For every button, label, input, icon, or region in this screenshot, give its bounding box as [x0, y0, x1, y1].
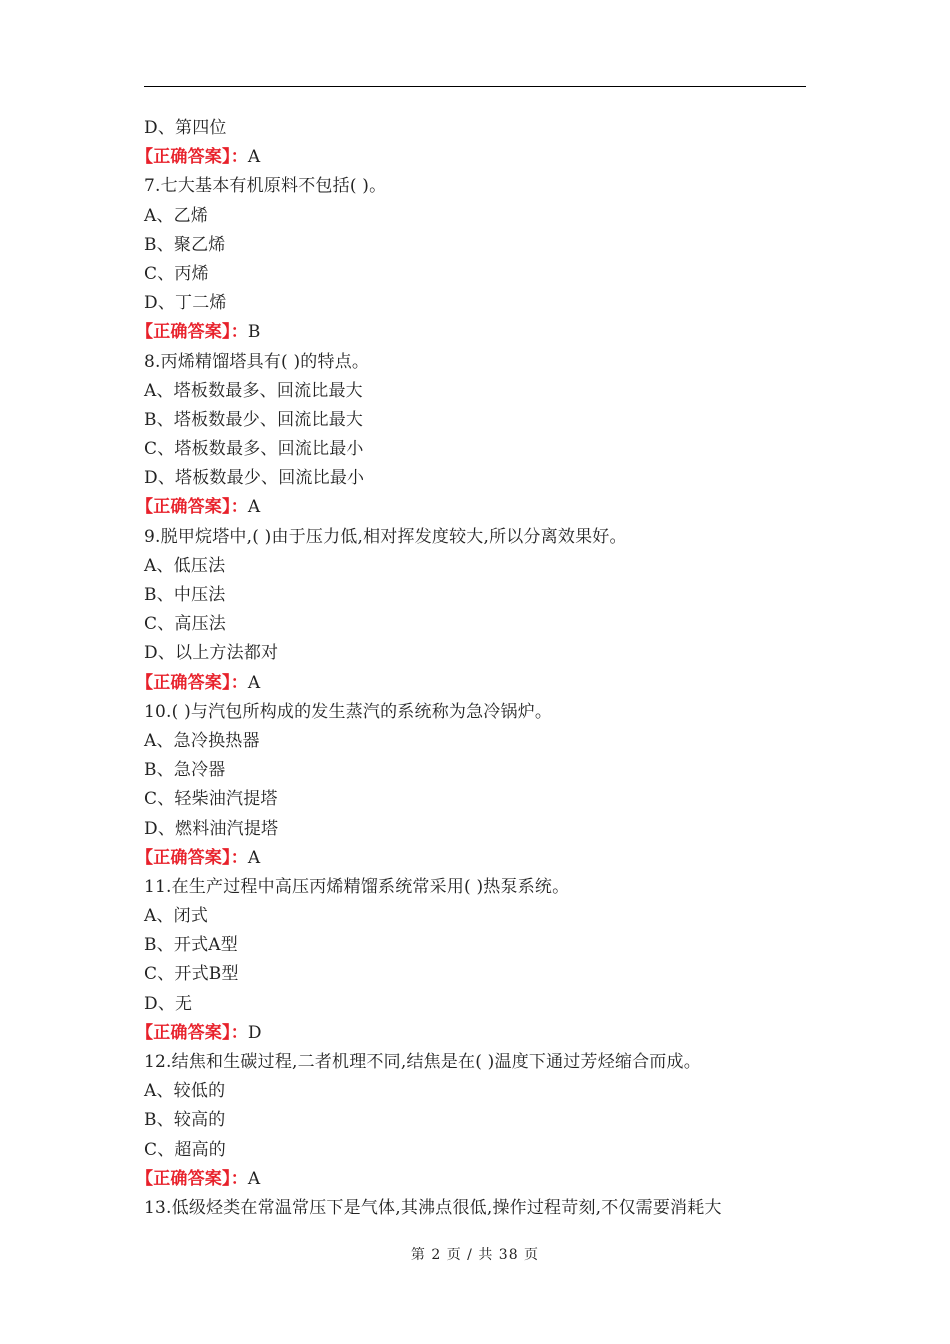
question-text: 8.丙烯精馏塔具有( )的特点。	[144, 351, 370, 372]
option-text: B、聚乙烯	[144, 234, 226, 255]
option-text: A、急冷换热器	[144, 730, 260, 751]
question-text: 7.七大基本有机原料不包括( )。	[144, 176, 387, 197]
option-text: A、塔板数最多、回流比最大	[144, 380, 363, 401]
answer-line	[136, 1019, 806, 1048]
header-rule	[144, 86, 806, 87]
option-text: D、塔板数最少、回流比最小	[144, 468, 365, 489]
answer-value: A	[247, 147, 261, 168]
option-text: C、轻柴油汽提塔	[144, 789, 278, 810]
option-text: B、较高的	[144, 1110, 226, 1131]
answer-label: 【正确答案】：	[136, 672, 248, 693]
question-text: 11.在生产过程中高压丙烯精馏系统常采用( )热泵系统。	[144, 876, 570, 897]
question-text: 13.低级烃类在常温常压下是气体,其沸点很低,操作过程苛刻,不仅需要消耗大	[144, 1197, 722, 1218]
answer-label: 【正确答案】：	[136, 1022, 248, 1043]
option-text: D、无	[144, 993, 193, 1014]
answer-line	[136, 669, 806, 698]
answer-line	[136, 143, 806, 172]
answer-line	[136, 1165, 806, 1194]
answer-label: 【正确答案】：	[136, 322, 248, 343]
answer-value: A	[247, 847, 261, 868]
answer-label: 【正确答案】：	[136, 1168, 248, 1189]
answer-value: D	[247, 1022, 262, 1043]
option-text: B、塔板数最少、回流比最大	[144, 409, 364, 430]
option-text: D、第四位	[144, 118, 227, 138]
option-text: A、较低的	[144, 1081, 226, 1102]
question-text: 9.脱甲烷塔中,( )由于压力低,相对挥发度较大,所以分离效果好。	[144, 526, 627, 547]
option-text: B、急冷器	[144, 760, 226, 781]
option-text: A、低压法	[144, 555, 226, 576]
option-text: C、超高的	[144, 1139, 227, 1160]
question-text: 10.( )与汽包所构成的发生蒸汽的系统称为急冷锅炉。	[144, 701, 553, 722]
answer-value: B	[247, 322, 261, 343]
answer-value: A	[247, 1168, 261, 1189]
answer-label: 【正确答案】：	[136, 147, 248, 168]
question-text: 12.结焦和生碳过程,二者机理不同,结焦是在( )温度下通过芳烃缩合而成。	[144, 1052, 701, 1072]
option-text: C、高压法	[144, 614, 227, 635]
option-text: A、闭式	[144, 906, 209, 927]
option-text: B、中压法	[144, 585, 226, 605]
answer-label: 【正确答案】：	[136, 847, 248, 868]
answer-line	[136, 844, 806, 873]
answer-value: A	[247, 497, 261, 518]
option-text: A、乙烯	[144, 205, 209, 226]
option-text: D、燃料油汽提塔	[144, 818, 279, 839]
option-text: C、开式B型	[144, 964, 239, 985]
answer-line	[136, 493, 806, 522]
option-text: D、以上方法都对	[144, 643, 279, 664]
option-text: B、开式A型	[144, 935, 238, 956]
option-text: D、丁二烯	[144, 293, 227, 314]
document-body	[136, 114, 806, 1223]
option-text: C、丙烯	[144, 263, 209, 284]
page-footer: 第 2 页 / 共 38 页	[410, 1247, 540, 1263]
answer-line	[136, 318, 806, 347]
option-text: C、塔板数最多、回流比最小	[144, 439, 364, 460]
answer-value: A	[247, 672, 261, 693]
answer-label: 【正确答案】：	[136, 497, 248, 518]
